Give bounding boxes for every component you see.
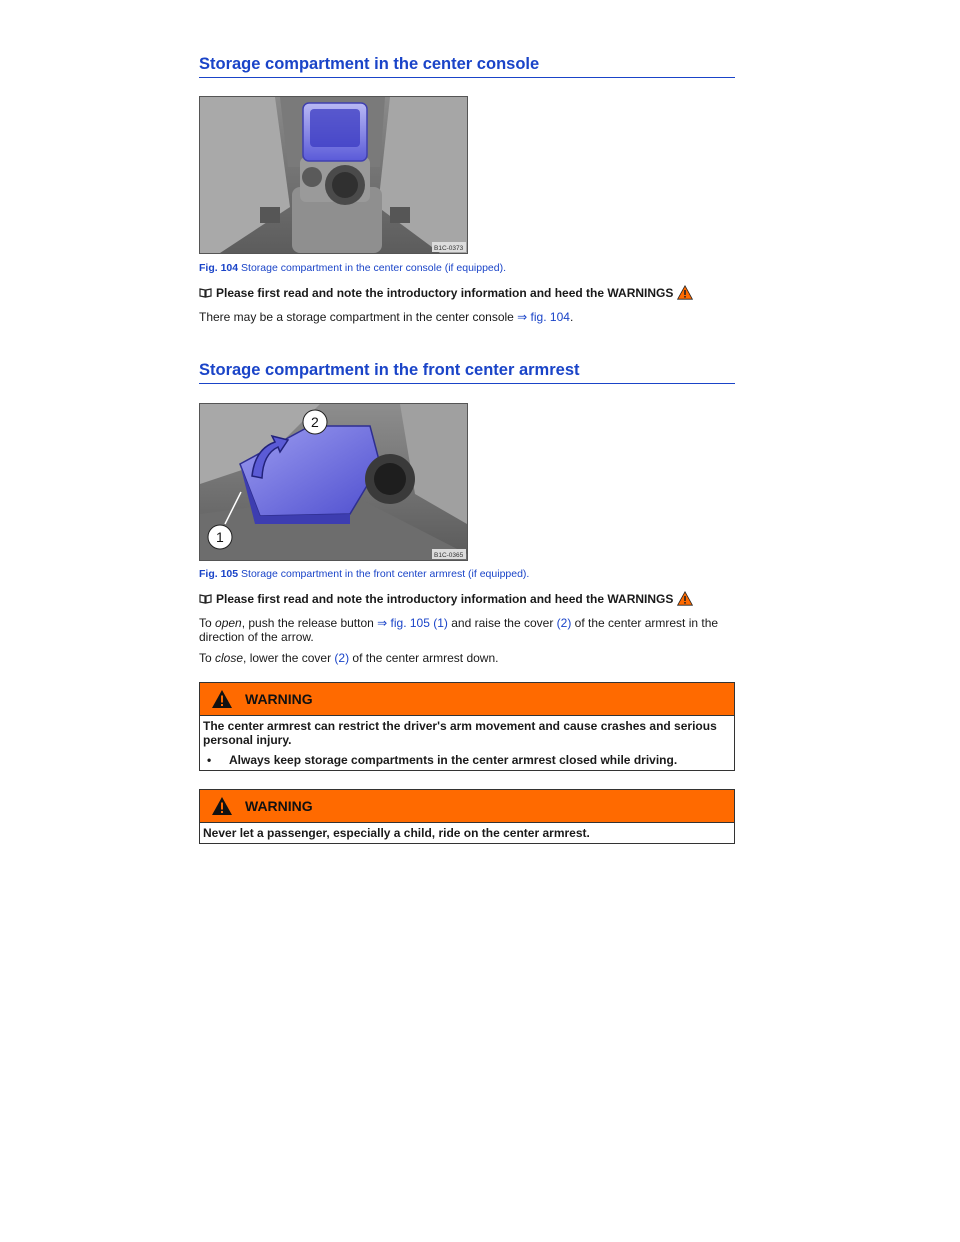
warning-header	[200, 790, 734, 823]
warning-box-1	[199, 682, 735, 771]
paragraph-text: There may be a storage compartment in the center console	[199, 310, 518, 324]
book-icon	[199, 594, 212, 604]
figure-104-code: B1C-0373	[434, 245, 464, 252]
section-title-armrest: Storage compartment in the front center armrest	[199, 361, 735, 384]
warning-triangle-icon[interactable]	[677, 285, 693, 300]
section-title-center-console: Storage compartment in the center console	[199, 55, 735, 78]
figure-105-caption	[199, 568, 529, 580]
book-icon	[199, 288, 212, 298]
figure-104-number: Fig. 104	[199, 262, 239, 274]
warning-body	[200, 716, 734, 770]
warning-text: The center armrest can restrict the driver's arm movement and cause crashes and serious personal injury.	[203, 719, 717, 747]
warning-bullet-item	[203, 753, 728, 767]
figure-105-text: Storage compartment in the front center armrest (if equipped).	[241, 568, 530, 580]
warning-box-2	[199, 789, 735, 844]
callout-2-label: 2	[311, 414, 319, 430]
intro-note-2	[199, 591, 693, 606]
emphasis-open: open	[215, 616, 242, 630]
paragraph-text: , lower the cover	[243, 651, 335, 665]
paragraph-center-console	[199, 310, 729, 324]
warning-label: WARNING	[245, 798, 313, 814]
paragraph-text: and raise the cover	[447, 616, 557, 630]
intro-note-1	[199, 285, 693, 300]
figure-105-image	[199, 403, 468, 561]
warning-bullet-text: Always keep storage compartments in the center armrest closed while driving.	[229, 753, 678, 767]
callout-2-link[interactable]: (2)	[556, 616, 572, 630]
callout-1-label: 1	[216, 529, 224, 545]
warning-body	[200, 823, 734, 843]
emphasis-close: close	[215, 651, 244, 665]
warning-icon	[211, 796, 233, 816]
paragraph-text: of the center armrest down.	[349, 651, 499, 665]
callout-2-link[interactable]: (2)	[334, 651, 350, 665]
bullet-marker: •	[207, 753, 212, 767]
fig-105-1-link[interactable]: ⇒ fig. 105 (1)	[377, 616, 448, 630]
warning-label: WARNING	[245, 691, 313, 707]
figure-105-code: B1C-0365	[434, 552, 464, 559]
paragraph-close-armrest	[199, 651, 729, 665]
figure-104-image	[199, 96, 468, 254]
paragraph-text-end: .	[569, 310, 574, 324]
paragraph-text: , push the release button	[241, 616, 378, 630]
intro-note-1-text: Please first read and note the introductory information and heed the WARNINGS	[216, 285, 674, 300]
figure-104-caption	[199, 262, 506, 274]
figure-105-number: Fig. 105	[199, 568, 239, 580]
warning-text: Never let a passenger, especially a child, ride on the center armrest.	[203, 826, 590, 840]
warning-triangle-icon[interactable]	[677, 591, 693, 606]
paragraph-text: of the center armrest in the direction of the arrow.	[199, 616, 719, 644]
paragraph-open-armrest	[199, 616, 729, 644]
figure-104-text: Storage compartment in the center console (if equipped).	[241, 262, 507, 274]
paragraph-text: To	[199, 616, 216, 630]
fig-104-link[interactable]: ⇒ fig. 104	[517, 310, 570, 324]
intro-note-2-text: Please first read and note the introductory information and heed the WARNINGS	[216, 591, 674, 606]
warning-header	[200, 683, 734, 716]
warning-icon	[211, 689, 233, 709]
paragraph-text: To	[199, 651, 216, 665]
